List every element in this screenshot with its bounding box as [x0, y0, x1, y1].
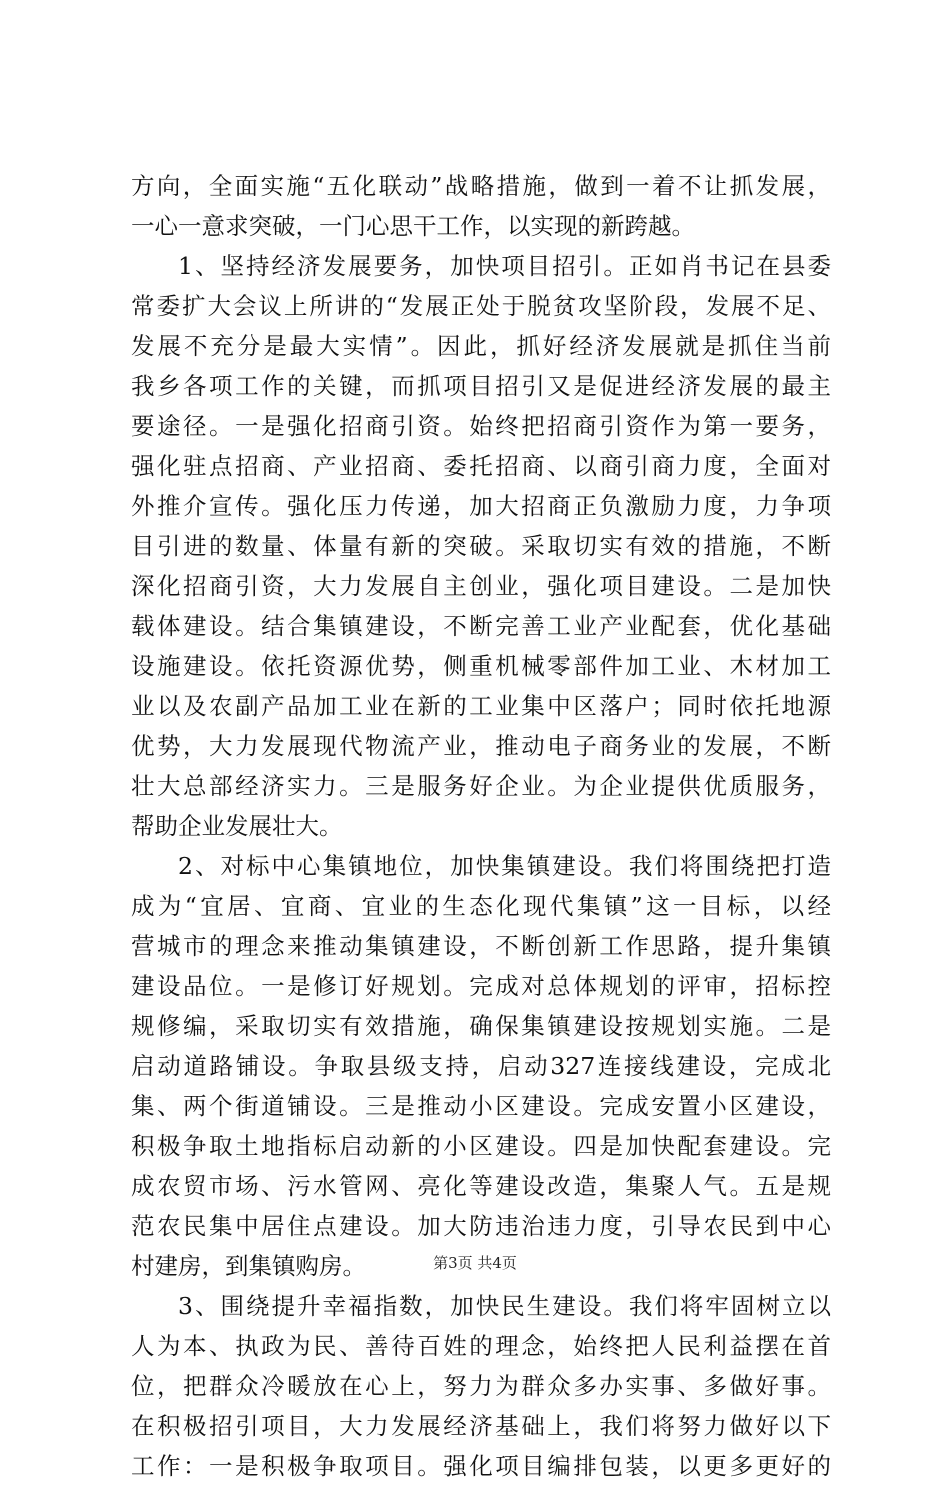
- page-footer: 第3页 共4页: [433, 1254, 517, 1272]
- text-line: 村建房，到集镇购房。: [131, 1252, 366, 1280]
- text-line: 3、围绕提升幸福指数，加快民生建设。我们将牢固树立以: [178, 1292, 831, 1320]
- text-line: 规修编，采取切实有效措施，确保集镇建设按规划实施。二是: [131, 1012, 831, 1040]
- text-line: 启动道路铺设。争取县级支持，启动327连接线建设，完成北: [131, 1052, 831, 1080]
- text-line: 强化驻点招商、产业招商、委托招商、以商引商力度，全面对: [131, 452, 831, 480]
- text-line: 工作：一是积极争取项目。强化项目编排包装，以更多更好的: [131, 1452, 831, 1480]
- text-line: 1、坚持经济发展要务，加快项目招引。正如肖书记在县委: [178, 252, 831, 280]
- text-line: 优势，大力发展现代物流产业，推动电子商务业的发展，不断: [131, 732, 831, 760]
- text-line: 要途径。一是强化招商引资。始终把招商引资作为第一要务，: [131, 412, 831, 440]
- text-line: 方向，全面实施“五化联动”战略措施，做到一着不让抓发展，: [131, 172, 831, 200]
- text-line: 壮大总部经济实力。三是服务好企业。为企业提供优质服务，: [131, 772, 831, 800]
- text-line: 帮助企业发展壮大。: [131, 812, 343, 840]
- text-line: 载体建设。结合集镇建设，不断完善工业产业配套，优化基础: [131, 612, 831, 640]
- text-line: 营城市的理念来推动集镇建设，不断创新工作思路，提升集镇: [131, 932, 831, 960]
- text-line: 业以及农副产品加工业在新的工业集中区落户；同时依托地源: [131, 692, 831, 720]
- body-text: [131, 166, 831, 1486]
- text-line: 成农贸市场、污水管网、亮化等建设改造，集聚人气。五是规: [131, 1172, 831, 1200]
- text-line: 在积极招引项目，大力发展经济基础上，我们将努力做好以下: [131, 1412, 831, 1440]
- text-line: 发展不充分是最大实情”。因此，抓好经济发展就是抓住当前: [131, 332, 831, 360]
- text-line: 范农民集中居住点建设。加大防违治违力度，引导农民到中心: [131, 1212, 831, 1240]
- text-line: 2、对标中心集镇地位，加快集镇建设。我们将围绕把打造: [178, 852, 831, 880]
- text-line: 集、两个街道铺设。三是推动小区建设。完成安置小区建设，: [131, 1092, 831, 1120]
- text-line: 深化招商引资，大力发展自主创业，强化项目建设。二是加快: [131, 572, 831, 600]
- text-line: 位，把群众冷暖放在心上，努力为群众多办实事、多做好事。: [131, 1372, 831, 1400]
- text-line: 外推介宣传。强化压力传递，加大招商正负激励力度，力争项: [131, 492, 831, 520]
- text-line: 我乡各项工作的关键，而抓项目招引又是促进经济发展的最主: [131, 372, 831, 400]
- text-line: 常委扩大会议上所讲的“发展正处于脱贫攻坚阶段，发展不足、: [131, 292, 831, 320]
- text-line: 建设品位。一是修订好规划。完成对总体规划的评审，招标控: [131, 972, 831, 1000]
- text-line: 成为“宜居、宜商、宜业的生态化现代集镇”这一目标，以经: [131, 892, 831, 920]
- text-line: 目引进的数量、体量有新的突破。采取切实有效的措施，不断: [131, 532, 831, 560]
- text-line: 设施建设。依托资源优势，侧重机械零部件加工业、木材加工: [131, 652, 831, 680]
- text-line: 人为本、执政为民、善待百姓的理念，始终把人民利益摆在首: [131, 1332, 831, 1360]
- text-line: 一心一意求突破，一门心思干工作，以实现的新跨越。: [131, 212, 695, 240]
- text-line: 积极争取土地指标启动新的小区建设。四是加快配套建设。完: [131, 1132, 831, 1160]
